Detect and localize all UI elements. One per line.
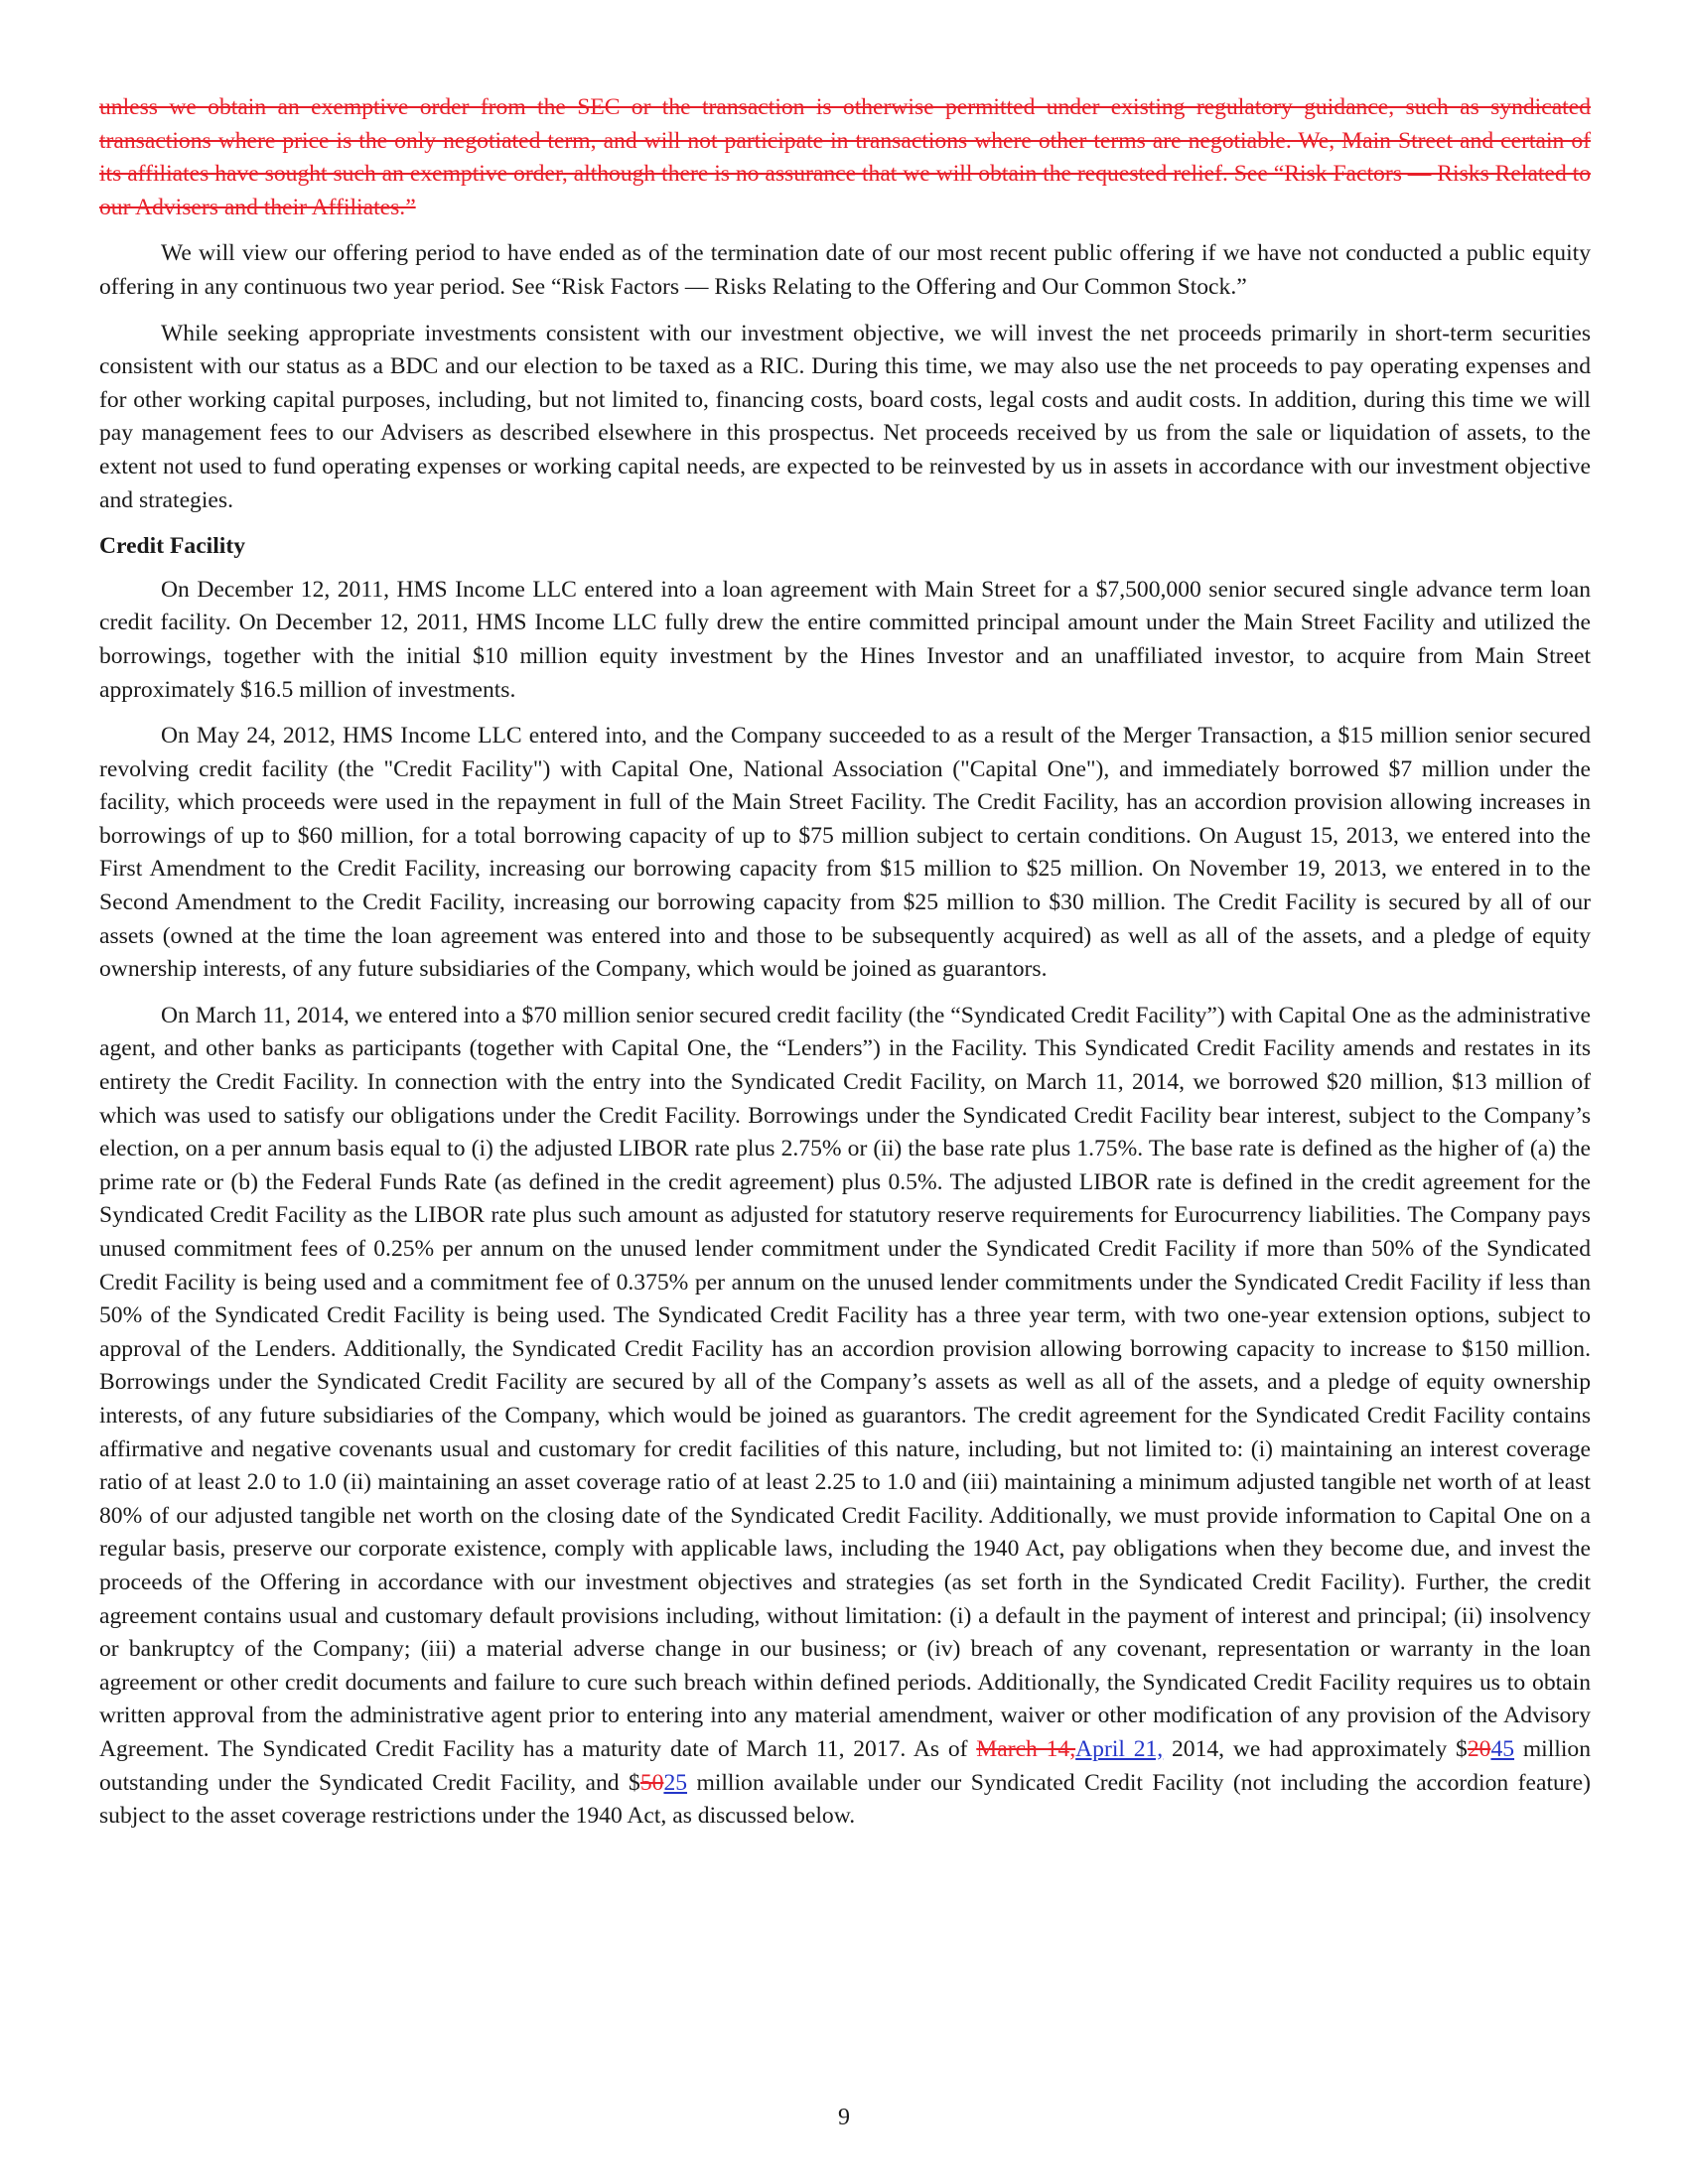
deleted-outstanding: 20 [1467, 1735, 1491, 1762]
credit-paragraph-3 [99, 1000, 1591, 1834]
inserted-available: 25 [663, 1769, 688, 1796]
page-number: 9 [838, 2105, 850, 2130]
inserted-outstanding: 45 [1490, 1735, 1515, 1762]
inserted-date: April 21, [1075, 1735, 1164, 1762]
deleted-date: March 14, [976, 1735, 1076, 1762]
offering-period-paragraph: We will view our offering period to have ended as of the termination date of our most recent public offering if we have not conducted a public equity offering in any continuous two year period. See “Risk Factors — Risks Relating to the Offering and Our Common Stock.” [99, 240, 1591, 300]
credit-paragraph-3-main: On March 11, 2014, we entered into a $70 million senior secured credit facility (the “Syndicated Credit Facility”) with Capital One as the administrative agent, and other banks as participants (together with Capital One, the “Lenders”) in the Facility. This Syndicated Credit Facility amends and restates in its entirety the Credit Facility. In connection with the entry into the Syndicated Credit Facility, on March 11, 2014, we borrowed $20 million, $13 million of which was used to satisfy our obligations under the Credit Facility. Borrowings under the Syndicated Credit Facility bear interest, subject to the Company’s election, on a per annum basis equal to (i) the adjusted LIBOR rate plus 2.75% or (ii) the base rate plus 1.75%. The base rate is defined as the higher of (a) the prime rate or (b) the Federal Funds Rate (as defined in the credit agreement) plus 0.5%. The adjusted LIBOR rate is defined in the credit agreement for the Syndicated Credit Facility as the LIBOR rate plus such amount as adjusted for statutory reserve requirements for Eurocurrency liabilities. The Company pays unused commitment fees of 0.25% per annum on the unused lender commitment under the Syndicated Credit Facility if more than 50% of the Syndicated Credit Facility is being used and a commitment fee of 0.375% per annum on the unused lender commitments under the Syndicated Credit Facility if less than 50% of the Syndicated Credit Facility is being used. The Syndicated Credit Facility has a three year term, with two one-year extension options, subject to approval of the Lenders. Additionally, the Syndicated Credit Facility has an accordion provision allowing borrowing capacity to increase to $150 million. Borrowings under the Syndicated Credit Facility are secured by all of the Company’s assets as well as all of the assets, and a pledge of equity ownership interests, of any future subsidiaries of the Company, which would be joined as guarantors. The credit agreement for the Syndicated Credit Facility contains affirmative and negative covenants usual and customary for credit facilities of this nature, including, but not limited to: (i) maintaining an interest coverage ratio of at least 2.0 to 1.0 (ii) maintaining an asset coverage ratio of at least 2.25 to 1.0 and (iii) maintaining a minimum adjusted tangible net worth of at least 80% of our adjusted tangible net worth on the closing date of the Syndicated Credit Facility. Additionally, we must provide information to Capital One on a regular basis, preserve our corporate existence, comply with applicable laws, including the 1940 Act, pay obligations when they become due, and invest the proceeds of the Offering in accordance with our investment objectives and strategies (as set forth in the Syndicated Credit Facility). Further, the credit agreement contains usual and customary default provisions including, without limitation: (i) a default in the payment of interest and principal; (ii) insolvency or bankruptcy of the Company; (iii) a material adverse change in our business; or (iv) breach of any covenant, representation or warranty in the loan agreement or other credit documents and failure to cure such breach within defined periods. Additionally, the Syndicated Credit Facility requires us to obtain written approval from the administrative agent prior to entering into any material amendment, waiver or other modification of any provision of the Advisory Agreement. The Syndicated Credit Facility has a maturity date of March 11, 2017. As of [99, 1002, 1591, 1762]
section-heading: Credit Facility [99, 533, 245, 560]
document-page [99, 91, 1591, 1846]
text-after-outstanding: million outstanding under the Syndicated Credit Facility, and $ [99, 1735, 1591, 1796]
credit-paragraph-2: On May 24, 2012, HMS Income LLC entered into, and the Company succeeded to as a result of the Merger Transaction, a $15 million senior secured revolving credit facility (the "Credit Facility") with Capital One, National Association ("Capital One"), and immediately borrowed $7 million under the facility, which proceeds were used in the repayment in full of the Main Street Facility. The Credit Facility, has an accordion provision allowing increases in borrowings of up to $60 million, for a total borrowing capacity of up to $75 million subject to certain conditions. On August 15, 2013, we entered into the First Amendment to the Credit Facility, increasing our borrowing capacity from $15 million to $25 million. On November 19, 2013, we entered in to the Second Amendment to the Credit Facility, increasing our borrowing capacity from $25 million to $30 million. The Credit Facility is secured by all of our assets (owned at the time the loan agreement was entered into and those to be subsequently acquired) as well as all of the assets, and a pledge of equity ownership interests, of any future subsidiaries of the Company, which would be joined as guarantors. [99, 723, 1591, 983]
text-after-date: 2014, we had approximately $ [1163, 1735, 1468, 1762]
deleted-available: 50 [639, 1769, 664, 1796]
deleted-paragraph: unless we obtain an exemptive order from the SEC or the transaction is otherwise permitted under existing regulatory guidance, such as syndicated transactions where price is the only negotiated term, and will not participate in transactions where other terms are negotiable. We, Main Street and certain of its affiliates have sought such an exemptive order, although there is no assurance that we will obtain the requested relief. See “Risk Factors — Risks Related to our Advisers and their Affiliates.” [99, 94, 1591, 220]
text-end: million available under our Syndicated Credit Facility (not including the accordion feature) subject to the asset coverage restrictions under the 1940 Act, as discussed below. [99, 1769, 1591, 1830]
credit-paragraph-1: On December 12, 2011, HMS Income LLC entered into a loan agreement with Main Street for a $7,500,000 senior secured single advance term loan credit facility. On December 12, 2011, HMS Income LLC fully drew the entire committed principal amount under the Main Street Facility and utilized the borrowings, together with the initial $10 million equity investment by the Hines Investor and an unaffiliated investor, to acquire from Main Street approximately $16.5 million of investments. [99, 576, 1591, 703]
investments-paragraph: While seeking appropriate investments consistent with our investment objective, we will invest the net proceeds primarily in short-term securities consistent with our status as a BDC and our election to be taxed as a RIC. During this time, we may also use the net proceeds to pay operating expenses and for other working capital purposes, including, but not limited to, financing costs, board costs, legal costs and audit costs. In addition, during this time we will pay management fees to our Advisers as described elsewhere in this prospectus. Net proceeds received by us from the sale or liquidation of assets, to the extent not used to fund operating expenses or working capital needs, are expected to be reinvested by us in assets in accordance with our investment objective and strategies. [99, 320, 1591, 513]
